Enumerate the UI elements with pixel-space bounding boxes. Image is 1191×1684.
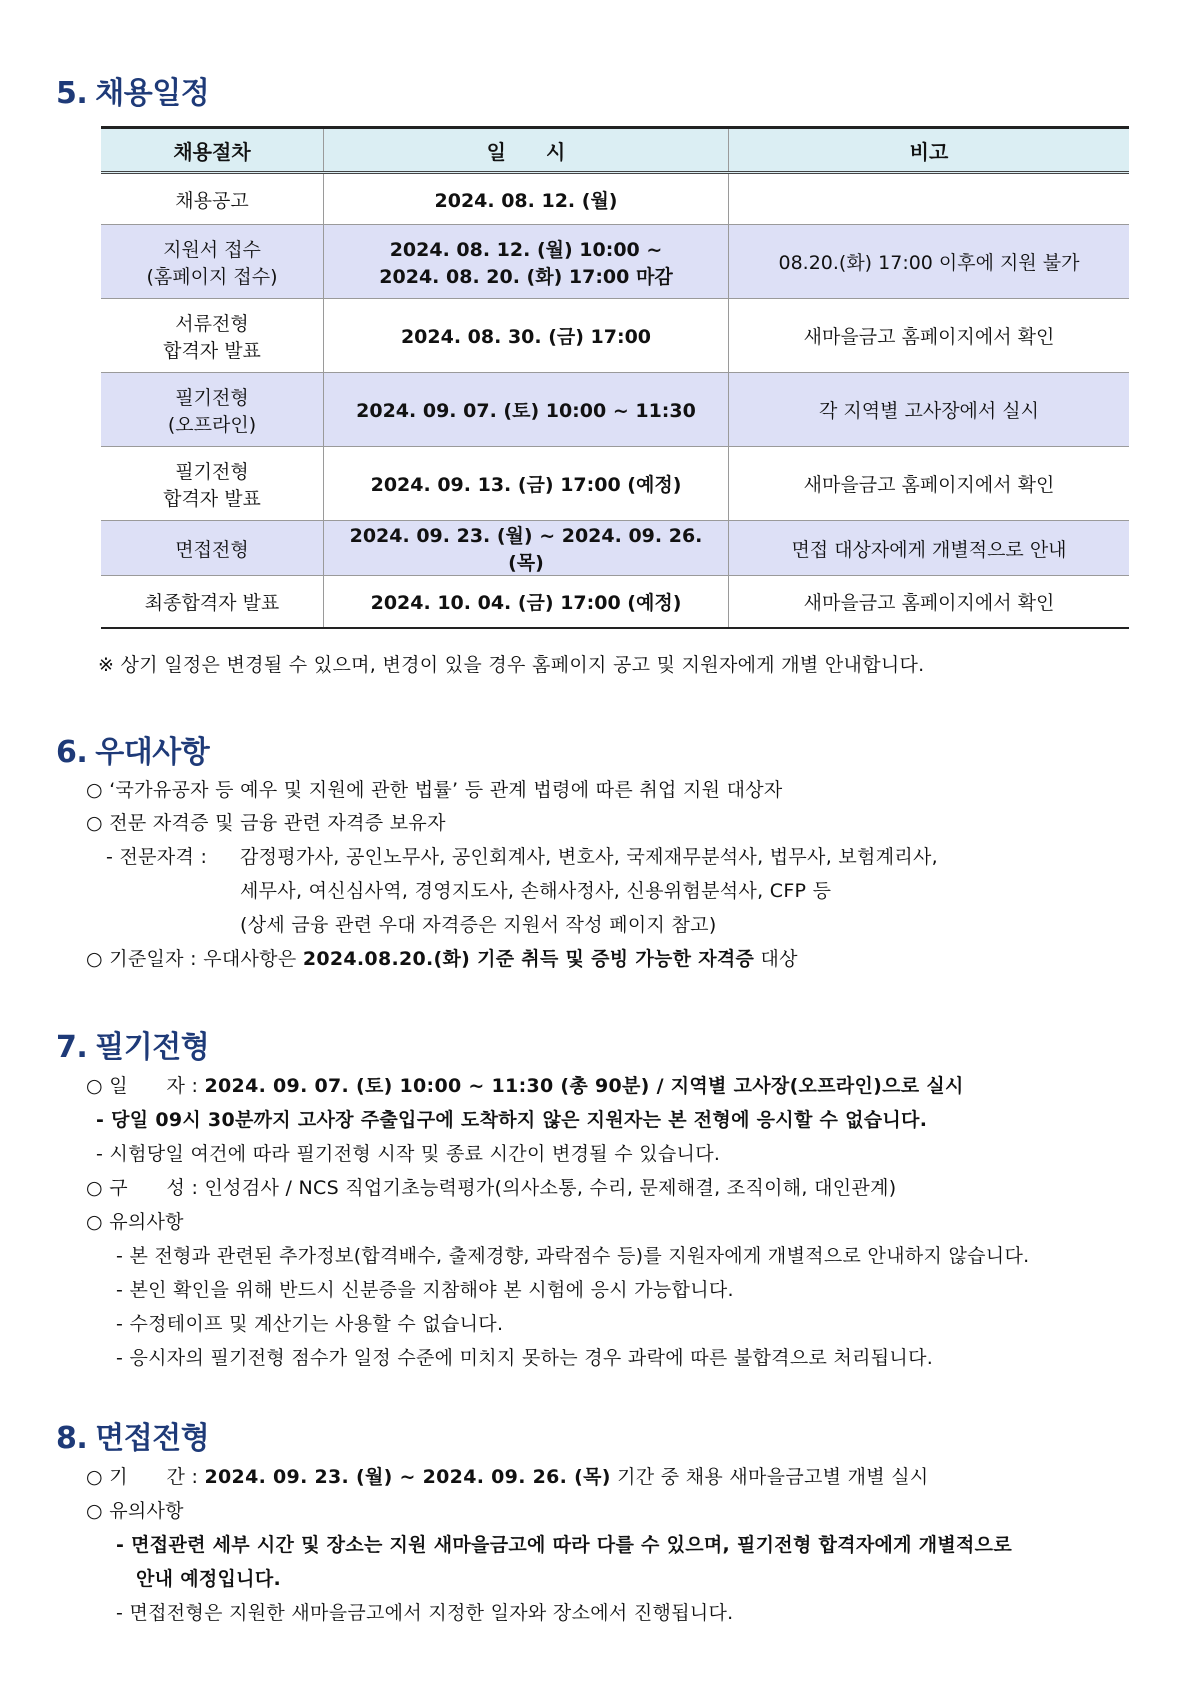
date-cell-line: 2024. 09. 23. (월) ~ 2024. 09. 26. (목) — [349, 525, 703, 574]
note-cell-line: 면접 대상자에게 개별적으로 안내 — [791, 538, 1067, 561]
step-cell — [101, 225, 324, 299]
step-cell — [101, 373, 324, 447]
section-6-heading: 6. 우대사항 — [56, 735, 210, 770]
table-row — [101, 521, 1129, 576]
schedule-footnote: ※ 상기 일정은 변경될 수 있으며, 변경이 있을 경우 홈페이지 공고 및 지원자에게 개별 안내합니다. — [98, 654, 925, 676]
preference-item-1: ○ ‘국가유공자 등 예우 및 지원에 관한 법률’ 등 관계 법령에 따른 취업 지원 대상자 — [86, 779, 783, 801]
table-row — [101, 576, 1129, 628]
section-8-heading: 8. 면접전형 — [56, 1421, 210, 1456]
table-row — [101, 173, 1129, 225]
date-cell — [324, 299, 729, 373]
written-test-caution-3: - 수정테이프 및 계산기는 사용할 수 없습니다. — [116, 1313, 504, 1335]
step-cell — [101, 521, 324, 576]
table-row — [101, 225, 1129, 299]
step-cell-line: (오프라인) — [167, 413, 257, 436]
interview-caution-1-line-1: - 면접관련 세부 시간 및 장소는 지원 새마을금고에 따라 다를 수 있으며, 필기전형 합격자에게 개별적으로 — [116, 1534, 1012, 1556]
header-step: 채용절차 — [101, 128, 324, 173]
date-cell — [324, 447, 729, 521]
written-test-caution-4: - 응시자의 필기전형 점수가 일정 수준에 미치지 못하는 경우 과락에 따른 불합격으로 처리됩니다. — [116, 1347, 934, 1369]
step-cell-line: 서류전형 — [175, 312, 249, 335]
interview-caution-1-line-2: 안내 예정입니다. — [136, 1568, 282, 1590]
written-test-caution-1: - 본 전형과 관련된 추가정보(합격배수, 출제경향, 과락점수 등)를 지원자에게 개별적으로 안내하지 않습니다. — [116, 1245, 1030, 1267]
note-cell-line: 새마을금고 홈페이지에서 확인 — [803, 474, 1055, 496]
table-row — [101, 299, 1129, 373]
step-cell — [101, 173, 324, 225]
step-cell-line: 지원서 접수 — [163, 238, 261, 261]
note-cell — [729, 173, 1130, 225]
written-test-caution-title: ○ 유의사항 — [86, 1211, 184, 1233]
date-cell — [324, 521, 729, 576]
note-cell — [729, 225, 1130, 299]
section-5-heading: 5. 채용일정 — [56, 76, 210, 111]
preference-item-2: ○ 전문 자격증 및 금융 관련 자격증 보유자 — [86, 812, 446, 834]
cert-line-2: 세무사, 여신심사역, 경영지도사, 손해사정사, 신용위험분석사, CFP 등 — [240, 880, 832, 902]
date-cell — [324, 373, 729, 447]
written-test-caution-2: - 본인 확인을 위해 반드시 신분증을 지참해야 본 시험에 응시 가능합니다. — [116, 1279, 734, 1301]
written-test-note-2: - 시험당일 여건에 따라 필기전형 시작 및 종료 시간이 변경될 수 있습니다. — [96, 1143, 721, 1165]
written-test-date: ○ 일 자 : 2024. 09. 07. (토) 10:00 ~ 11:30 (총 90분) / 지역별 고사장(오프라인)으로 실시 — [86, 1075, 964, 1097]
cert-line-1: 감정평가사, 공인노무사, 공인회계사, 변호사, 국제재무분석사, 법무사, 보험계리사, — [240, 846, 938, 868]
note-cell — [729, 299, 1130, 373]
step-cell-line: 합격자 발표 — [163, 487, 261, 510]
date-cell-line: 2024. 09. 13. (금) 17:00 (예정) — [370, 474, 682, 496]
written-test-note-1: - 당일 09시 30분까지 고사장 주출입구에 도착하지 않은 지원자는 본 전형에 응시할 수 없습니다. — [96, 1109, 928, 1131]
note-cell-line: 새마을금고 홈페이지에서 확인 — [803, 591, 1055, 614]
date-cell-line: 2024. 08. 30. (금) 17:00 — [400, 326, 652, 348]
step-cell-line: 채용공고 — [175, 189, 249, 212]
step-cell-line: 필기전형 — [175, 386, 249, 409]
table-row — [101, 373, 1129, 447]
note-cell-line: 08.20.(화) 17:00 이후에 지원 불가 — [778, 252, 1080, 274]
date-cell-line: 2024. 08. 12. (월) 10:00 ~ — [389, 238, 663, 261]
table-row — [101, 447, 1129, 521]
step-cell — [101, 576, 324, 628]
date-cell — [324, 576, 729, 628]
written-test-composition: ○ 구 성 : 인성검사 / NCS 직업기초능력평가(의사소통, 수리, 문제해결, 조직이해, 대인관계) — [86, 1177, 897, 1199]
date-cell — [324, 225, 729, 299]
interview-caution-2: - 면접전형은 지원한 새마을금고에서 지정한 일자와 장소에서 진행됩니다. — [116, 1602, 734, 1624]
date-cell — [324, 173, 729, 225]
interview-caution-title: ○ 유의사항 — [86, 1500, 184, 1522]
interview-period: ○ 기 간 : 2024. 09. 23. (월) ~ 2024. 09. 26. (목) 기간 중 채용 새마을금고별 개별 실시 — [86, 1466, 929, 1488]
preference-item-3: ○ 기준일자 : 우대사항은 2024.08.20.(화) 기준 취득 및 증빙 가능한 자격증 대상 — [86, 948, 798, 970]
step-cell-line: 합격자 발표 — [163, 339, 261, 362]
step-cell-line: 면접전형 — [175, 538, 249, 561]
note-cell-line: 각 지역별 고사장에서 실시 — [818, 400, 1039, 422]
note-cell — [729, 373, 1130, 447]
date-cell-line: 2024. 08. 12. (월) — [434, 189, 618, 212]
schedule-table — [101, 126, 1129, 629]
step-cell — [101, 299, 324, 373]
note-cell — [729, 447, 1130, 521]
cert-line-3: (상세 금융 관련 우대 자격증은 지원서 작성 페이지 참고) — [240, 914, 717, 936]
step-cell-line: 최종합격자 발표 — [144, 591, 280, 614]
date-cell-line: 2024. 10. 04. (금) 17:00 (예정) — [370, 591, 682, 614]
header-date: 일 시 — [324, 128, 729, 173]
step-cell-line: (홈페이지 접수) — [146, 265, 278, 288]
date-cell-line: 2024. 09. 07. (토) 10:00 ~ 11:30 — [356, 400, 696, 422]
section-7-heading: 7. 필기전형 — [56, 1030, 210, 1065]
date-cell-line: 2024. 08. 20. (화) 17:00 마감 — [379, 265, 673, 288]
cert-label: - 전문자격 : — [106, 846, 208, 868]
step-cell-line: 필기전형 — [175, 460, 249, 483]
note-cell-line: 새마을금고 홈페이지에서 확인 — [803, 326, 1055, 348]
note-cell — [729, 576, 1130, 628]
step-cell — [101, 447, 324, 521]
header-note: 비고 — [729, 128, 1130, 173]
note-cell — [729, 521, 1130, 576]
